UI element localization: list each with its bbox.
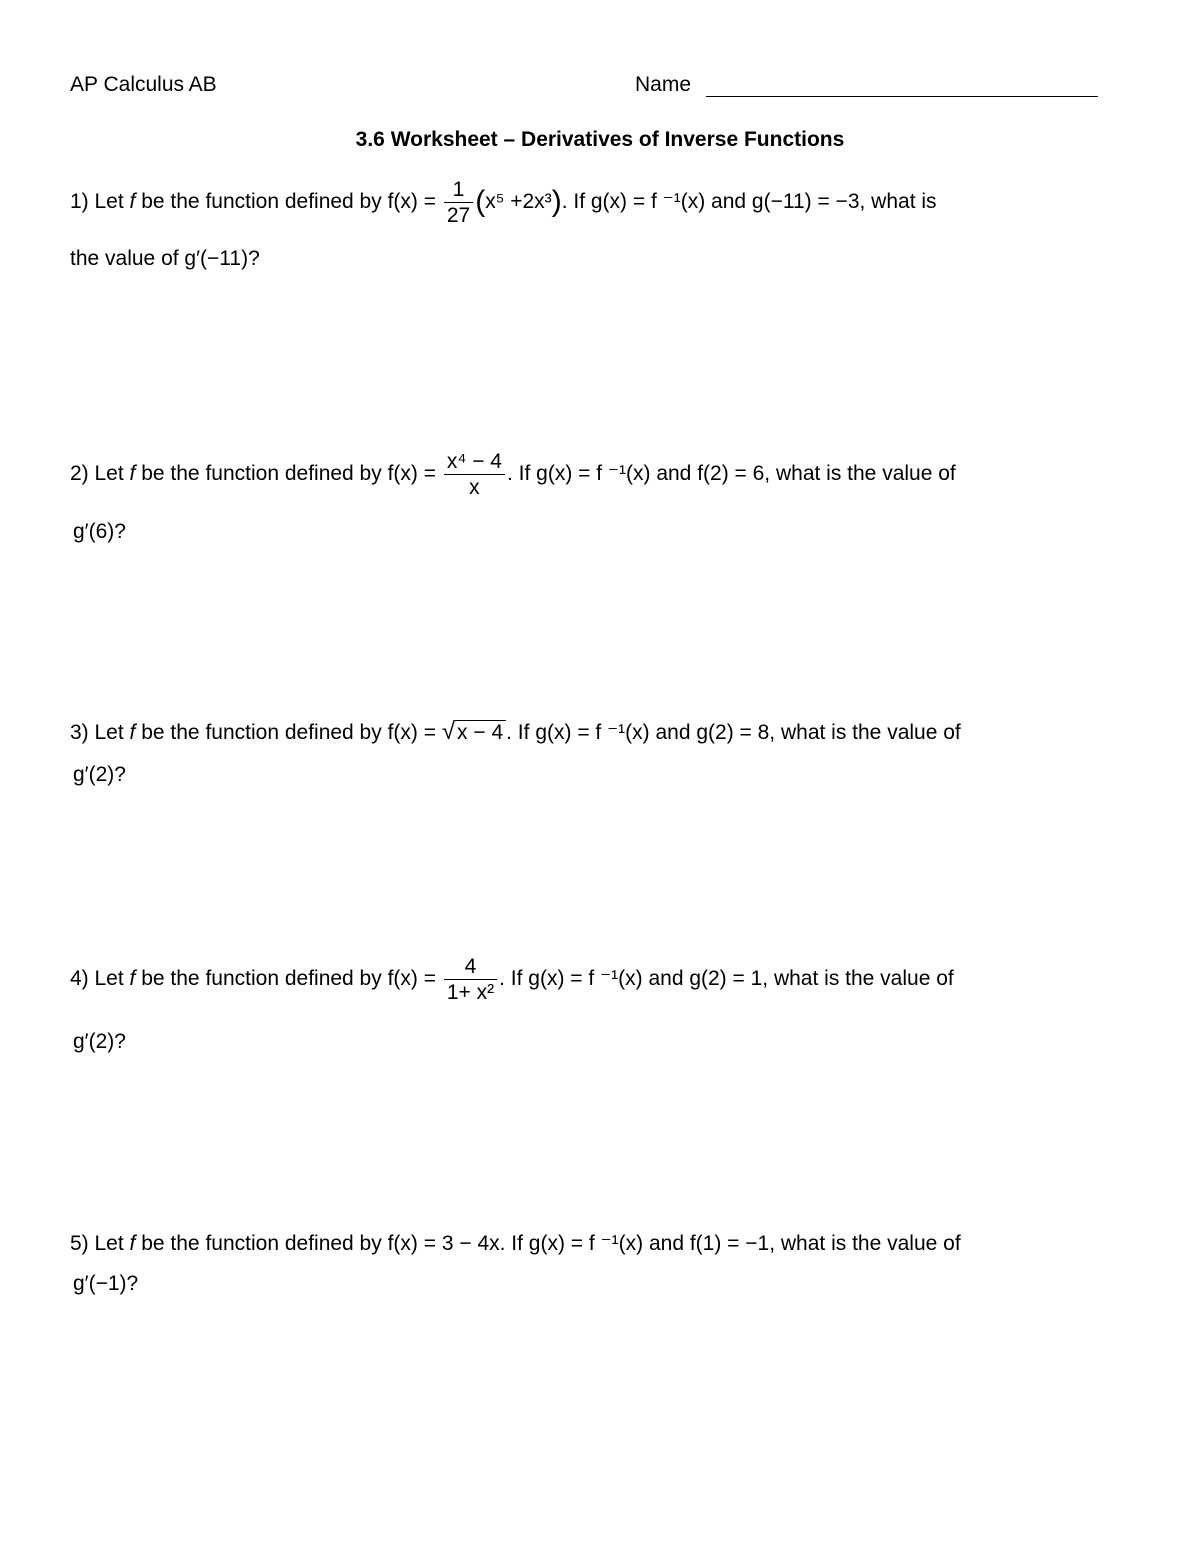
radical-icon: √ bbox=[441, 718, 456, 745]
problem-2-line-1 bbox=[70, 450, 956, 499]
problem-5-mid: be the function defined by bbox=[135, 1232, 388, 1255]
problem-4-line-2: g′(2)? bbox=[73, 1030, 126, 1053]
name-label: Name bbox=[635, 73, 692, 96]
problem-1-mid: be the function defined by bbox=[135, 190, 388, 214]
problem-3-mid: be the function defined by bbox=[135, 721, 388, 744]
problem-3-line-1 bbox=[70, 718, 961, 746]
problem-5-line-1 bbox=[70, 1231, 961, 1256]
problem-3-condition: . If g(x) = f ⁻¹(x) and g(2) = 8, what is the value of bbox=[506, 721, 961, 744]
problem-4-line-1 bbox=[70, 955, 954, 1004]
problem-5-expression: f(x) = 3 − 4x bbox=[387, 1232, 500, 1255]
problem-1-fraction bbox=[444, 178, 473, 227]
problem-5-line-2: g′(−1)? bbox=[73, 1272, 139, 1295]
problem-4-lhs: f(x) = bbox=[387, 967, 442, 991]
problem-4-prefix: 4) Let bbox=[70, 967, 130, 991]
problem-2-prefix: 2) Let bbox=[70, 462, 130, 486]
problem-2-line-2: g′(6)? bbox=[73, 520, 126, 543]
problem-2-mid: be the function defined by bbox=[135, 462, 388, 486]
problem-2-lhs: f(x) = bbox=[387, 462, 442, 486]
problem-5-prefix: 5) Let bbox=[70, 1232, 130, 1255]
problem-4-numerator: 4 bbox=[444, 955, 497, 980]
problem-4-condition: . If g(x) = f ⁻¹(x) and g(2) = 1, what is the value of bbox=[499, 967, 954, 991]
problem-2-condition: . If g(x) = f ⁻¹(x) and f(2) = 6, what is the value of bbox=[506, 462, 956, 486]
name-blank-line bbox=[706, 96, 1098, 97]
problem-5-f: f bbox=[129, 1232, 136, 1255]
problem-1-f: f bbox=[129, 190, 136, 214]
worksheet-title: 3.6 Worksheet – Derivatives of Inverse Functions bbox=[355, 128, 845, 151]
problem-3-square-root bbox=[442, 718, 506, 746]
problem-4-mid: be the function defined by bbox=[135, 967, 388, 991]
problem-1-line-2: the value of g′(−11)? bbox=[70, 247, 260, 270]
problem-2-denominator: x bbox=[469, 476, 480, 500]
problem-1-numerator: 1 bbox=[444, 178, 473, 203]
problem-2-f: f bbox=[129, 462, 136, 486]
problem-3-radicand: x − 4 bbox=[455, 720, 506, 745]
problem-5-condition: . If g(x) = f ⁻¹(x) and f(1) = −1, what is the value of bbox=[499, 1232, 961, 1255]
problem-1-line-1: 1) Let f be the function defined by f(x) = $\frac{1}{27}$ (x⁵ +2x³). If g(x) = f ⁻¹(x) and g(−11) = −3, what is bbox=[70, 178, 937, 228]
problem-1-body: x⁵ +2x³ bbox=[485, 190, 552, 214]
problem-3-prefix: 3) Let bbox=[70, 721, 130, 744]
problem-1-lhs: f(x) = bbox=[387, 190, 442, 214]
problem-3-line-2: g′(2)? bbox=[73, 763, 126, 786]
problem-3-f: f bbox=[129, 721, 136, 744]
problem-1-denominator: 27 bbox=[446, 204, 471, 228]
course-label: AP Calculus AB bbox=[70, 73, 217, 96]
problem-2-fraction bbox=[444, 450, 505, 499]
problem-1-condition: . If g(x) = f ⁻¹(x) and g(−11) = −3, what is bbox=[561, 190, 937, 214]
problem-1-prefix: 1) Let bbox=[70, 190, 130, 214]
problem-4-f: f bbox=[129, 967, 136, 991]
problem-4-fraction bbox=[444, 955, 497, 1004]
problem-2-numerator: x⁴ − 4 bbox=[444, 450, 505, 475]
problem-4-denominator: 1+ x² bbox=[446, 981, 495, 1005]
problem-3-lhs: f(x) = bbox=[387, 721, 442, 744]
